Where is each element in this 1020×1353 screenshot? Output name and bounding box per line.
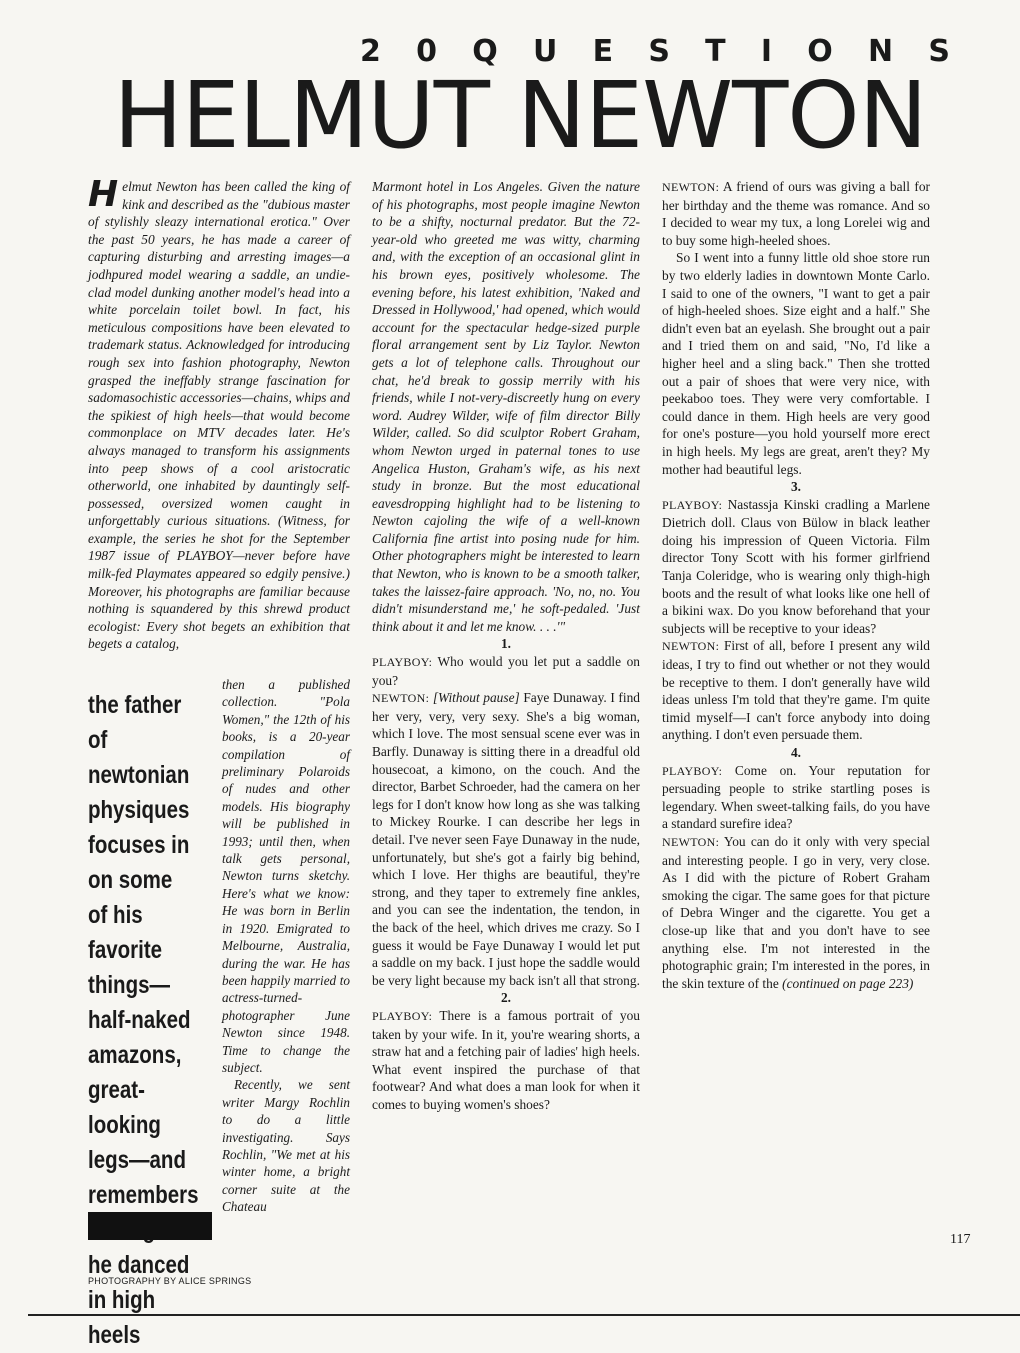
kicker-letter: N — [868, 34, 894, 69]
pull-quote: the father of newtonian physiques focuses in on some of his favorite things—half-naked amazons, great-looking legs—and remembers he danced in high heels — [88, 691, 199, 1349]
page-number: 117 — [950, 1232, 971, 1247]
answer-text: A friend of ours was giving a ball for her birthday and the theme was romance. And so I decided to wear my tux, a long Lorelei wig and to buy some high-heeled shoes. — [662, 179, 931, 248]
intro-paragraph: then a published collection. "Pola Women," the 12th of his books, is a 20-year compilation of preliminary Polaroids of nudes and other models. His biography will be published in 1993; until then, when talk gets personal, Newton turns sketchy. Here's what we know: He was born in Berlin in 1920. Emigrated to Melbourne, Australia, during the war. He has been happily married to actress-turned-photographer June Newton since 1948. Time to change the subject. — [222, 677, 350, 1075]
decorative-black-bar — [88, 1212, 212, 1240]
kicker-letter: 2 — [360, 34, 381, 69]
kicker-letter: I — [760, 34, 773, 69]
interviewee-label: NEWTON: — [372, 691, 430, 706]
interviewer-label: PLAYBOY: — [662, 763, 723, 778]
photo-credit: PHOTOGRAPHY BY ALICE SPRINGS — [88, 1276, 252, 1286]
interviewer-label: PLAYBOY: — [372, 655, 433, 670]
kicker-letter: Q — [472, 34, 498, 69]
question-number: 3. — [790, 479, 802, 495]
right-column — [662, 178, 930, 992]
interviewee-label: NEWTON: — [662, 180, 720, 194]
intro-narrow-column — [222, 676, 350, 1216]
question-text: Who would you let put a saddle on you? — [372, 654, 640, 688]
drop-cap: H — [88, 174, 119, 215]
answer-aside: [Without pause] — [432, 690, 520, 706]
answer-text: Faye Dunaway. I find her very, very, very sexy. She's a big woman, which I love. The most sensual scene ever was in Barfly. Dunaway is sitting there in a dreadful old housecoat, a kimono, on the couch. And the director, Barbet Schroeder, had the camera on her legs for I don't know how long as she was talking to Mickey Rourke. I can describe her legs in detail. I've never seen Faye Dunaway in the nude, unfortunately, but she's got a fairly big behind, which I love. Her thighs are beautiful, they're strong, and they taper to extremely fine ankles, and you can see the indentation, the tendon, in the back of the heel, which drives me crazy. So I guess it would be Faye Dunaway I would let put a saddle on my back. I just hope the saddle would be very light because my back isn't all that strong. — [372, 690, 640, 988]
kicker-letter: T — [705, 34, 726, 69]
kicker-letter: S — [928, 34, 950, 69]
kicker-letter: O — [807, 34, 833, 69]
kicker-letter: U — [532, 34, 558, 69]
intro-text: elmut Newton has been called the king of kink and described as the "dubious master of stylishly sleazy international erotica." Over the past 50 years, he has made a career of capturing disturbing and arresting images—a jodhpured model wearing a saddle, an undie-clad model dunking another model's head into a white porcelain toilet bowl. In fact, his meticulous compositions have been elevated to trademark status. Acknowledged for introducing rough sex into fashion photography, Newton grasped the ineffably strange fascination for sadomasochistic accessories—chains, whips and the spikiest of high heels—that would become commonplace on MTV decades later. He's always managed to transform his assignments into peep shows of a cool aristocratic otherworld, one inhabited by dauntingly self-possessed, oversized women caught in unforgettably curious situations. (Witness, for example, the series he shot for the September 1987 issue of PLAYBOY—never before have milk-fed Playmates appeared so edgily pensive.) Moreover, his photographs are familiar because nothing is squandered by this shrewd product ecologist: Every shot begets an exhibition that begets a catalog, — [88, 179, 350, 652]
question-number: 2. — [500, 990, 512, 1006]
question-number: 4. — [790, 745, 802, 760]
question-text: Nastassja Kinski cradling a Marlene Dietrich doll. Claus von Bülow in black leather doing his impression of Queen Victoria. Film director Tony Scott with his former girlfriend Tanja Coleridge, who is wearing only thigh-high boots and the result of what looks like one hell of a bikini wax. Do you know beforehand that your subjects will be receptive to your ideas? — [662, 496, 930, 636]
kicker-letter: 0 — [416, 34, 437, 69]
interviewee-label: NEWTON: — [662, 834, 720, 849]
page-title: HELMUT NEWTON — [113, 62, 927, 169]
kicker-letter: E — [592, 34, 614, 69]
answer-text: So I went into a funny little old shoe store run by two elderly ladies in downtown Monte Carlo. I said to one of the owners, "I want to get a pair of high-heeled shoes. Size eight and a half." She didn't even bat an eyelash. She brought out a pair and I tried them on and said, "No, I'd like a higher heel and a sling back." Then she trotted out a pair of shoes that were very nice, with peekaboo toes. They were very comfortable. I could dance in them. High heels are very good for one's posture—you hold yourself more erect in high heels. My legs are great, aren't they? My mother had beautiful legs. — [662, 250, 930, 477]
intro-column — [88, 174, 350, 653]
intro-paragraph: Recently, we sent writer Margy Rochlin to do a little investigating. Says Rochlin, "We met at his winter home, a bright corner suite at the Chateau — [222, 1077, 350, 1215]
continued-note: (continued on page 223) — [782, 975, 914, 991]
kicker-letter: S — [648, 34, 670, 69]
interviewer-label: PLAYBOY: — [372, 1008, 433, 1023]
middle-column — [372, 178, 640, 1113]
interviewer-label: PLAYBOY: — [662, 497, 723, 512]
bottom-rule — [28, 1314, 1020, 1316]
question-text: Come on. Your reputation for persuading people to strike startling poses is legendary. When sweet-talking fails, do you have a standard surefire idea? — [662, 762, 930, 832]
interviewee-label: NEWTON: — [662, 639, 720, 654]
answer-text: First of all, before I present any wild ideas, I try to find out whether or not they would be receptive to them. I don't generally have wild ideas unless I'm told that they're game. I'm quite timid myself—I can't force anybody into doing anything. I don't even persuade them. — [662, 638, 930, 743]
question-text: There is a famous portrait of you taken by your wife. In it, you're wearing shorts, a straw hat and a fetching pair of ladies' high heels. What event inspired the purchase of that footwear? And what does a man look for when it comes to buying women's shoes? — [372, 1007, 640, 1112]
question-number: 1. — [500, 636, 512, 652]
answer-text: You can do it only with very special and interesting people. I go in very, very close. As I did with the picture of Robert Graham smoking the cigar. The same goes for that picture of Debra Winger and the cigarette. You get a close-up like that and you don't have to see anything else. I'm not interested in the photographic grain; I'm interested in the pores, in the skin texture of the — [662, 833, 930, 991]
intro-continuation: Marmont hotel in Los Angeles. Given the nature of his photographs, most people imagine Newton to be a shifty, nocturnal predator. But the 72-year-old who greeted me was witty, charming and, with the exception of an occasional glint in his brown eyes, positively wholesome. The evening before, his latest exhibition, 'Naked and Dressed in Hollywood,' had opened, which would account for the spectacular hedge-sized purple floral arrangement sent by Liz Taylor. Newton gets a lot of telephone calls. Throughout our chat, he'd break to gossip merrily with his friends, while I not-very-discreetly hung on every word. Audrey Wilder, wife of film director Billy Wilder, called. So did sculptor Robert Graham, whom Newton urged in paternal tones to use Angelica Huston, Graham's wife, as his next study in bronze. But the most educational eavesdropping highlight had to be listening to Newton cajoling the wife of a well-known California fine artist into posing nude for him. Other photographers might be interested to learn that Newton, who is known to be a smooth talker, takes the laissez-faire approach. 'No, no, no. You didn't misunderstand me,' he soft-pedaled. 'Just think about it and let me know. . . .'" — [372, 179, 640, 634]
